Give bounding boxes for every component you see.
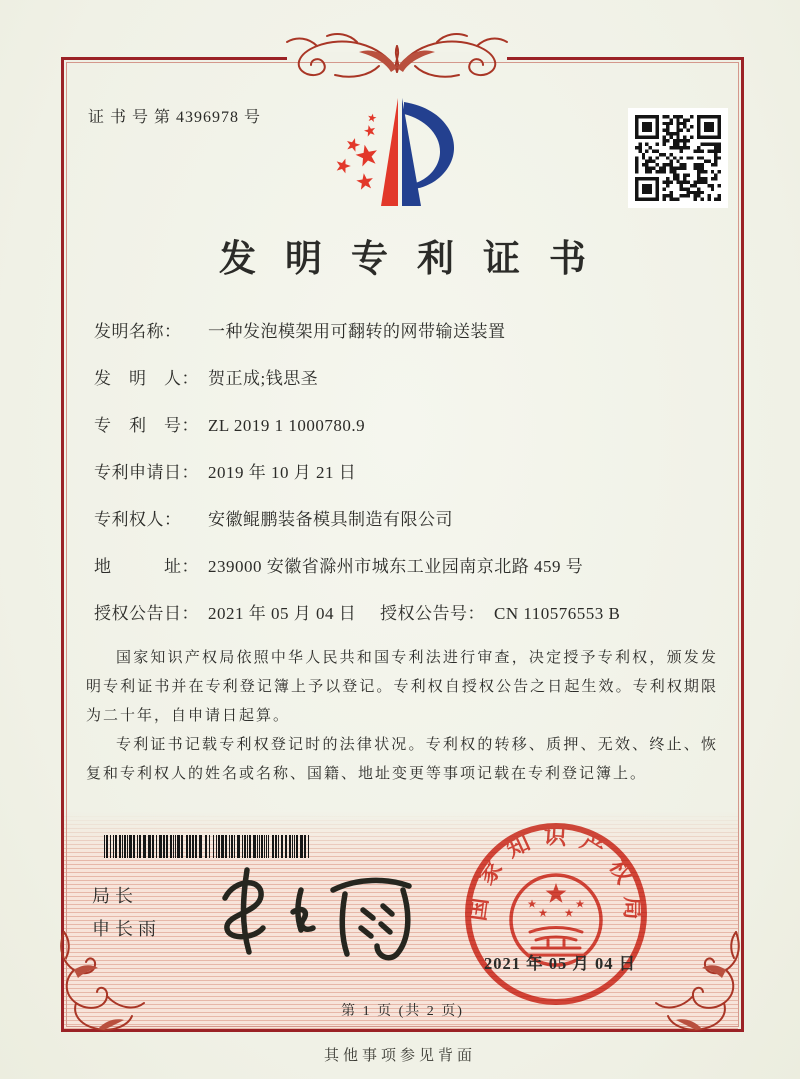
legal-paragraph-1: 国家知识产权局依照中华人民共和国专利法进行审查，决定授予专利权，颁发发明专利证书并在专利登记簿上予以登记。专利权自授权公告之日起生效。专利权期限为二十年，自申请日起算。: [86, 650, 718, 724]
certificate-number: 证 书 号 第 4396978 号: [88, 109, 262, 126]
field-label: 专 利 号：: [94, 416, 199, 435]
cnipa-logo-icon: [322, 90, 482, 218]
field-label-grant-date: 授权公告日：: [94, 604, 199, 623]
qr-code-canvas: [628, 108, 728, 208]
official-seal: [460, 818, 652, 1010]
field-label: 专利权人：: [94, 510, 182, 529]
legal-paragraph-2: 专利证书记载专利权登记时的法律状况。专利权的转移、质押、无效、终止、恢复和专利权人的姓名或名称、国籍、地址变更等事项记载在专利登记簿上。: [86, 737, 718, 782]
field-address: [94, 555, 712, 579]
seal-text: 国家知识产权局: [464, 823, 647, 932]
field-list: [94, 320, 712, 649]
back-side-note: 其他事项参见背面: [323, 1048, 476, 1064]
svg-text:国家知识产权局: [464, 823, 646, 931]
field-patent-number: [94, 414, 712, 438]
certificate-title: 发明专利证书: [219, 239, 615, 280]
field-patentee: [94, 508, 712, 532]
field-label: 发 明 人：: [94, 369, 199, 388]
seal-date: 2021 年 05 月 04 日: [484, 954, 637, 973]
field-value: 239000 安徽省滁州市城东工业园南京北路 459 号: [208, 557, 584, 576]
field-value-grant-number: CN 110576553 B: [494, 604, 621, 623]
field-grant-row: [94, 602, 712, 626]
field-label-grant-number: 授权公告号：: [380, 604, 485, 623]
field-inventor: [94, 367, 712, 391]
field-filing-date: [94, 461, 712, 485]
legal-text: [86, 644, 718, 789]
page-number: 第 1 页 (共 2 页): [341, 1004, 464, 1019]
top-flourish-ornament: [283, 24, 511, 80]
field-label: 专利申请日：: [94, 463, 199, 482]
field-invention-name: [94, 320, 712, 344]
field-value-grant-date: 2021 年 05 月 04 日: [208, 604, 357, 623]
field-value: 2019 年 10 月 21 日: [208, 463, 357, 482]
field-value: 安徽鲲鹏装备模具制造有限公司: [208, 510, 453, 529]
field-value: 一种发泡模架用可翻转的网带输送装置: [208, 322, 506, 341]
director-name: 申长雨: [92, 919, 161, 939]
field-value: 贺正成;钱思圣: [208, 369, 319, 388]
field-label: 发明名称：: [94, 322, 182, 341]
director-title: 局长: [92, 886, 138, 906]
qr-code: [628, 108, 728, 208]
field-value: ZL 2019 1 1000780.9: [208, 416, 366, 435]
barcode: [104, 835, 309, 858]
field-label: 地 址：: [94, 557, 199, 576]
signature-icon: [205, 856, 420, 961]
